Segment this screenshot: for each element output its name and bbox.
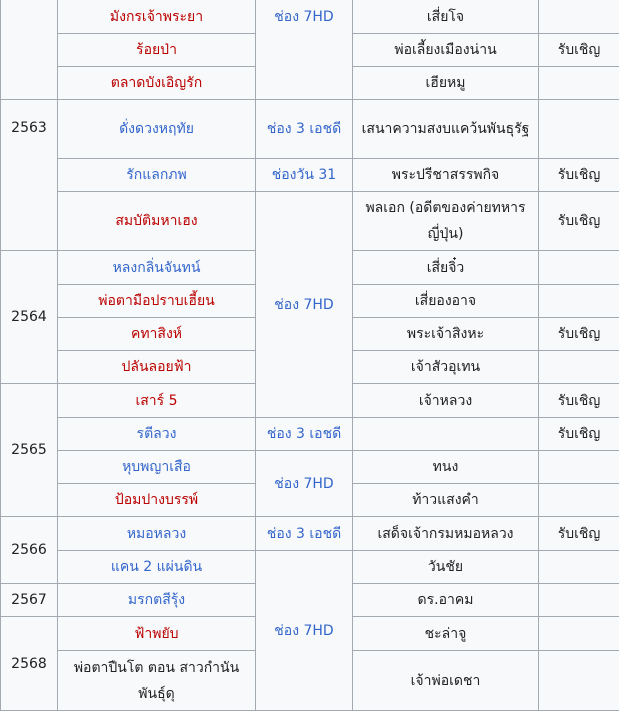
title-cell[interactable] <box>58 159 256 192</box>
note-cell: รับเชิญ <box>539 517 619 551</box>
note-cell: รับเชิญ <box>539 318 619 351</box>
note-cell: รับเชิญ <box>539 384 619 418</box>
channel-cell[interactable] <box>256 517 353 551</box>
title-link[interactable]: ตลาดบังเอิญรัก <box>111 75 202 91</box>
note-cell <box>539 100 619 159</box>
note-cell <box>539 0 619 34</box>
role-cell: ชะล่าจู <box>353 617 539 651</box>
title-link[interactable]: พ่อตาปืนโต ตอน สาวกำนันพันธุ์ดุ <box>74 660 239 702</box>
role-cell: เสนาความสงบแคว้นพันธุรัฐ <box>353 100 539 159</box>
role-cell: เจ้าสัวอุเทน <box>353 351 539 384</box>
title-cell[interactable] <box>58 251 256 285</box>
channel-link[interactable]: ช่อง 3 เอชดี <box>267 426 341 442</box>
title-link[interactable]: ฟ้าพยับ <box>134 626 178 642</box>
title-cell[interactable] <box>58 418 256 451</box>
role-cell: พลเอก (อดีตของค่ายทหารญี่ปุ่น) <box>353 192 539 251</box>
table-row <box>1 192 619 251</box>
year-cell: 2564 <box>1 251 58 384</box>
title-cell[interactable] <box>58 192 256 251</box>
note-cell <box>539 584 619 617</box>
title-link[interactable]: รตีลวง <box>137 426 177 442</box>
title-link[interactable]: ร้อยป่า <box>136 42 177 58</box>
title-link[interactable]: คทาสิงห์ <box>131 326 182 342</box>
note-cell: รับเชิญ <box>539 192 619 251</box>
note-cell: รับเชิญ <box>539 159 619 192</box>
year-cell: 2568 <box>1 617 58 711</box>
role-cell: เสี่ยองอาจ <box>353 285 539 318</box>
title-cell[interactable] <box>58 285 256 318</box>
title-link[interactable]: เสาร์ 5 <box>135 393 177 409</box>
title-link[interactable]: หมอหลวง <box>127 526 186 542</box>
channel-link[interactable]: ช่อง 7HD <box>274 476 333 492</box>
title-link[interactable]: แคน 2 แผ่นดิน <box>111 559 202 575</box>
table-row <box>1 551 619 584</box>
note-cell <box>539 617 619 651</box>
note-cell <box>539 67 619 100</box>
channel-link[interactable]: ช่อง 7HD <box>274 297 333 313</box>
role-cell: พระเจ้าสิงหะ <box>353 318 539 351</box>
title-link[interactable]: ดั่งดวงหฤทัย <box>119 121 194 137</box>
table-row <box>1 159 619 192</box>
year-cell: 2567 <box>1 584 58 617</box>
table-row <box>1 0 619 34</box>
title-link[interactable]: พ่อตามือปราบเฮี้ยน <box>98 293 214 309</box>
channel-cell[interactable] <box>256 159 353 192</box>
channel-link[interactable]: ช่อง 7HD <box>274 9 333 25</box>
year-cell <box>1 0 58 100</box>
channel-cell[interactable] <box>256 192 353 418</box>
role-cell <box>353 418 539 451</box>
title-link[interactable]: สมบัติมหาเฮง <box>115 213 197 229</box>
table-row <box>1 418 619 451</box>
role-cell: ท้าวแสงคำ <box>353 484 539 517</box>
title-cell[interactable] <box>58 584 256 617</box>
channel-link[interactable]: ช่อง 3 เอชดี <box>267 526 341 542</box>
note-cell <box>539 351 619 384</box>
title-cell[interactable] <box>58 318 256 351</box>
channel-cell[interactable] <box>256 451 353 517</box>
channel-link[interactable]: ช่อง 3 เอชดี <box>267 121 341 137</box>
title-cell[interactable] <box>58 34 256 67</box>
title-link[interactable]: หลงกลิ่นจันทน์ <box>113 260 201 276</box>
role-cell: วันชัย <box>353 551 539 584</box>
title-cell[interactable] <box>58 551 256 584</box>
channel-link[interactable]: ช่องวัน 31 <box>272 167 336 183</box>
note-cell <box>539 285 619 318</box>
note-cell: รับเชิญ <box>539 418 619 451</box>
title-cell[interactable] <box>58 451 256 484</box>
title-cell[interactable] <box>58 351 256 384</box>
title-cell[interactable] <box>58 651 256 711</box>
title-cell[interactable] <box>58 517 256 551</box>
role-cell: เจ้าหลวง <box>353 384 539 418</box>
role-cell: เฮียหมู <box>353 67 539 100</box>
title-link[interactable]: มังกรเจ้าพระยา <box>110 9 203 25</box>
role-cell: พระปรีชาสรรพกิจ <box>353 159 539 192</box>
note-cell <box>539 251 619 285</box>
note-cell <box>539 451 619 484</box>
title-link[interactable]: มรกตสีรุ้ง <box>128 592 185 608</box>
note-cell <box>539 551 619 584</box>
role-cell: เสี่ยโจ <box>353 0 539 34</box>
title-cell[interactable] <box>58 484 256 517</box>
title-link[interactable]: รักแลกภพ <box>126 167 187 183</box>
table-row <box>1 100 619 159</box>
year-cell: 2563 <box>1 100 58 251</box>
role-cell: เสด็จเจ้ากรมหมอหลวง <box>353 517 539 551</box>
title-link[interactable]: หุบพญาเสือ <box>122 459 191 475</box>
year-cell: 2566 <box>1 517 58 584</box>
channel-cell[interactable] <box>256 0 353 100</box>
role-cell: พ่อเลี้ยงเมืองน่าน <box>353 34 539 67</box>
role-cell: ทนง <box>353 451 539 484</box>
title-cell[interactable] <box>58 617 256 651</box>
channel-cell[interactable] <box>256 100 353 159</box>
channel-cell[interactable] <box>256 418 353 451</box>
note-cell <box>539 484 619 517</box>
title-cell[interactable] <box>58 67 256 100</box>
title-link[interactable]: ป้อมปางบรรพ์ <box>115 492 198 508</box>
title-cell[interactable] <box>58 384 256 418</box>
role-cell: ดร.อาคม <box>353 584 539 617</box>
channel-link[interactable]: ช่อง 7HD <box>274 623 333 639</box>
table-row <box>1 517 619 551</box>
title-cell[interactable] <box>58 0 256 34</box>
note-cell: รับเชิญ <box>539 34 619 67</box>
role-cell: เสี่ยจิ๋ว <box>353 251 539 285</box>
table-row <box>1 451 619 484</box>
title-link[interactable]: ปลันลอยฟ้า <box>122 359 192 375</box>
channel-cell[interactable] <box>256 551 353 711</box>
title-cell[interactable] <box>58 100 256 159</box>
year-cell: 2565 <box>1 384 58 517</box>
role-cell: เจ้าพ่อเดชา <box>353 651 539 711</box>
note-cell <box>539 651 619 711</box>
